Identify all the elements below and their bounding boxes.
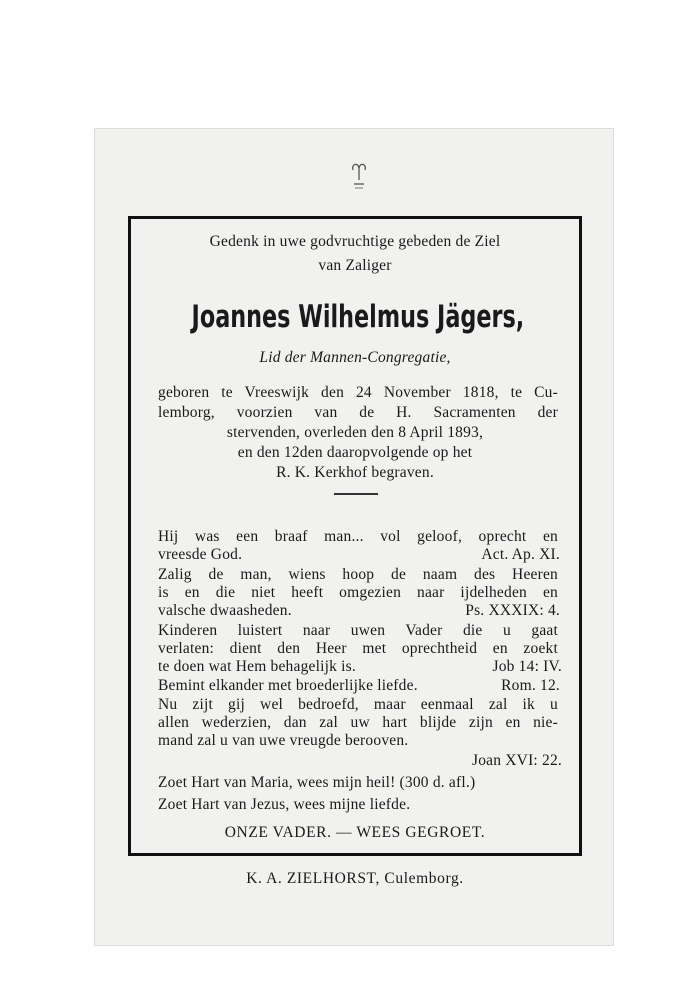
text-line-3: Zalig de man, wiens hoop de naam des Heeren xyxy=(158,566,558,583)
text-line-5a: valsche dwaasheden. xyxy=(158,602,292,619)
bio-line-3: stervenden, overleden den 8 April 1893, xyxy=(226,424,484,441)
prayers-line: ONZE VADER. — WEES GEGROET. xyxy=(224,824,486,841)
text-line-10: Nu zijt gij wel bedroefd, maar eenmaal zal ik u xyxy=(158,696,558,713)
text-line-9b: Rom. 12. xyxy=(501,677,560,694)
intro-line-2: van Zaliger xyxy=(318,257,392,274)
text-line-9a: Bemint elkander met broederlijke liefde. xyxy=(158,677,418,694)
text-line-8b: Job 14: IV. xyxy=(492,658,562,675)
deceased-name: Joannes Wilhelmus Jägers, xyxy=(191,299,525,335)
bio-line-4: en den 12den daaropvolgende op het xyxy=(237,444,473,461)
text-line-6: Kinderen luistert naar uwen Vader die u gaat xyxy=(158,622,558,639)
text-line-14: Zoet Hart van Maria, wees mijn heil! (300 d. afl.) xyxy=(158,774,476,791)
text-line-4: is en die niet heeft omgezien naar ijdelheden en xyxy=(158,584,558,601)
bio-line-2: lemborg, voorzien van de H. Sacramenten der xyxy=(158,404,558,421)
text-line-15: Zoet Hart van Jezus, wees mijne liefde. xyxy=(158,796,411,813)
bio-line-1: geboren te Vreeswijk den 24 November 1818, te Cu- xyxy=(158,384,558,401)
printer-line: K. A. ZIELHORST, Culemborg. xyxy=(246,870,464,887)
bio-line-5: R. K. Kerkhof begraven. xyxy=(276,464,434,481)
membership-line: Lid der Mannen-Congregatie, xyxy=(259,349,451,366)
text-line-8a: te doen wat Hem behagelijk is. xyxy=(158,658,356,675)
text-line-12: mand zal u van uwe vreugde berooven. xyxy=(158,732,409,749)
text-line-5b: Ps. XXXIX: 4. xyxy=(465,602,560,619)
text-line-2a: vreesde God. xyxy=(158,546,243,563)
text-line-7: verlaten: dient den Heer met oprechtheid en zoekt xyxy=(158,640,558,657)
text-line-2b: Act. Ap. XI. xyxy=(481,546,560,563)
intro-line-1: Gedenk in uwe godvruchtige gebeden de Ziel xyxy=(209,233,501,250)
text-line-13: Joan XVI: 22. xyxy=(472,752,562,769)
text-line-11: allen wederzien, dan zal uw hart blijde zijn en nie- xyxy=(158,714,558,731)
cross-ornament-icon xyxy=(349,160,369,194)
text-line-1: Hij was een braaf man... vol geloof, oprecht en xyxy=(158,528,558,545)
divider-dash xyxy=(334,493,378,495)
